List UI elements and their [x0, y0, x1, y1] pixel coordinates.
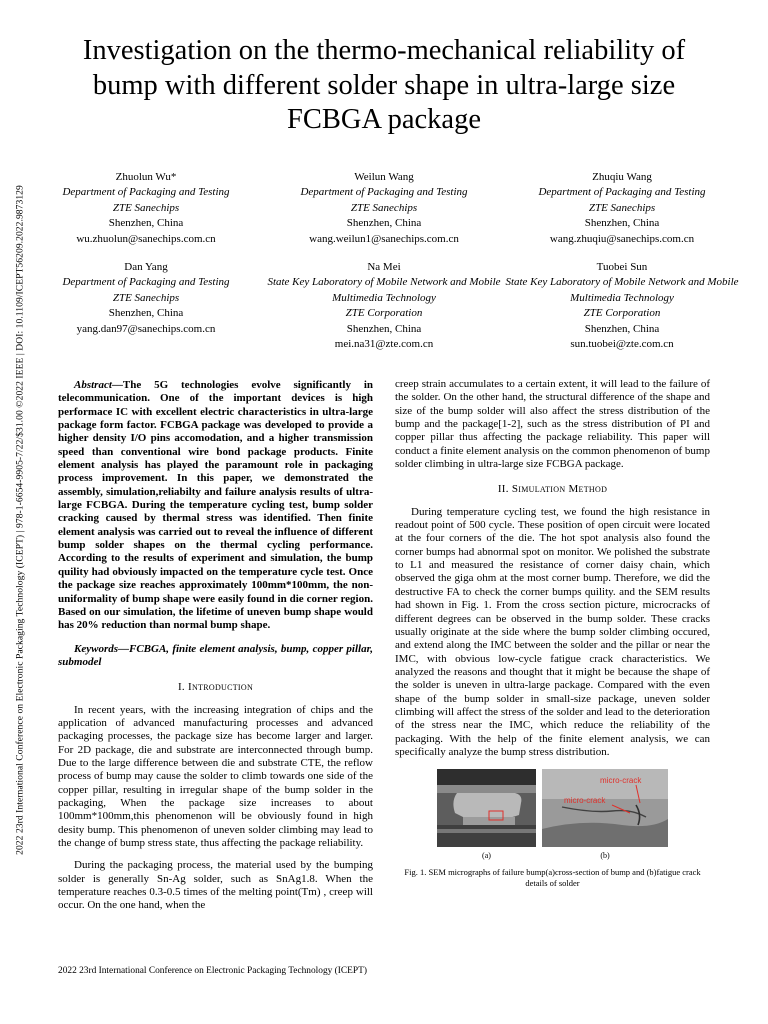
- author-email[interactable]: sun.tuobei@zte.com.cn: [570, 338, 674, 351]
- author-department: Department of Packaging and Testing: [300, 186, 468, 199]
- body-paragraph: During the packaging process, the material used by the bumping solder is generally Sn-Ag solder, such as SnAg1.8. When the temperature reaches 0.3-0.5 times of the melting point(Tm) , creep will occur. On the one hand, when the: [58, 859, 373, 912]
- author-name: Zhuqiu Wang: [592, 171, 652, 183]
- right-column: [395, 378, 710, 889]
- keywords: Keywords—FCBGA, finite element analysis, bump, copper pillar, submodel: [58, 642, 373, 668]
- author-organization: ZTE Corporation: [345, 307, 423, 320]
- author-email[interactable]: mei.na31@zte.com.cn: [334, 338, 434, 351]
- sem-cross-section-image: [437, 769, 536, 847]
- figure-panel-a-label: (a): [482, 851, 491, 861]
- author-organization: ZTE Sanechips: [350, 201, 418, 214]
- author-name: Dan Yang: [124, 261, 168, 274]
- body-paragraph: In recent years, with the increasing integration of chips and the application of advanced manufacturing processes and advanced packaging processes, the package size has become larger and larger. For 2D package, die and substrate are interconnected through bump. Due to the large difference between die and substrate CTE, the reflow process of bump may cause the solder to climb towards one side of the copper pillar, resulting in irregular shape of the bump solder in the packaging, When the package size increases to about 100mm*100mm,this phenomenon will be obviously found in high desity bump. This phenomenon of uneven solder climbing may lead to the change of bump stress state, thus affecting the package reliability.: [58, 703, 373, 849]
- body-paragraph: During temperature cycling test, we found the high resistance in readout point of 500 cycle. These position of open circuit were located at the four corners of the die. The hot spot analysis also found the corner bumps had abnormal spot on monitor. We polished the substrate to L1 and measured the resistance of corner daisy chain, which observed the giga ohm at the most corner bump. Therefore, we did the destructive FA to check the corner bumps quility. and the SEM results had shown in Fig. 1. From the cross section picture, microcracks of different degrees can be observed in the bump solder. These cracks usually originate at the side where the bump solder climbing occured, and extend along the IMC between the solder and the pillar or near the IMC, with obvious low-cycle fatigue crack characteristics. We analyzed the reasons and thought that it might be because the shape of the solder is uneven in ultra-large package. Compared with the even shape of the bump solder in small-size package, uneven solder climbing will affect the stress of the solder and lead to the deterioration of the stress near the IMC, which reduce the reliability of the packaging. With the help of the finite element analysis, we can specifically analyze the bump stress distribution.: [395, 505, 710, 758]
- author-email[interactable]: wang.zhuqiu@sanechips.com.cn: [549, 232, 695, 245]
- figure-1: [395, 769, 710, 862]
- author-department: Department of Packaging and Testing: [538, 186, 706, 199]
- figure-panel-a: [437, 769, 536, 862]
- abstract-text: —The 5G technologies evolve significantly in telecommunication. One of the important devices is high performace IC with excellent electric characteristics in ultra-large package form factor. FCBGA package was developed to provide a higher density I/O pins accomodation, and a higher transmission speed than conventional wire bond package products. Finite element analysis has played the paramount role in packaging process improvement. In this paper, we demonstrated the assembly, simulation,reliabilty and failure analysis results of ultra-large FCBGA. During the temperature cycling test, bump solder cracking caused by thermal stress was identified. Then finite element analysis was carried out to reveal the influence of different bump solder shapes on the thermal cycling performance. According to the results of experiment and simulation, the bump quility had obviously impacted on the temperature cycle test. Once the package size reaches approximately 100mm*100mm, the non-uniformality of bump shape were easily found in die corner region. Based on our simulation, the lifetime of uneven bump shape would has 20% reduction than normal bump shape.: [58, 379, 373, 632]
- author-organization: ZTE Sanechips: [588, 201, 656, 214]
- author-organization: ZTE Sanechips: [112, 291, 180, 304]
- author-name: Weilun Wang: [354, 171, 414, 183]
- author-department: Department of Packaging and Testing: [62, 186, 230, 199]
- section-heading-introduction: I. Introduction: [177, 681, 254, 694]
- author-department: State Key Laboratory of Mobile Network and Mobile Multimedia Technology: [505, 276, 739, 304]
- author-email[interactable]: wang.weilun1@sanechips.com.cn: [309, 232, 459, 245]
- figure-panel-b: [542, 769, 668, 862]
- section-heading-simulation-method: II. Simulation Method: [497, 483, 608, 496]
- author-block: [28, 170, 740, 352]
- author-card: [28, 260, 264, 352]
- author-organization: ZTE Sanechips: [112, 201, 180, 214]
- author-row: [28, 170, 740, 247]
- micro-crack-label-1: micro-crack: [600, 776, 642, 786]
- author-name: Na Mei: [367, 261, 401, 274]
- author-card: [504, 170, 740, 247]
- author-city: Shenzhen, China: [584, 217, 660, 230]
- author-row: [28, 260, 740, 352]
- author-city: Shenzhen, China: [346, 217, 422, 230]
- left-column: [58, 379, 373, 913]
- conference-footer: 2022 23rd International Conference on Electronic Packaging Technology (ICEPT): [58, 966, 367, 976]
- author-organization: ZTE Corporation: [583, 307, 661, 320]
- author-department: State Key Laboratory of Mobile Network and Mobile Multimedia Technology: [267, 276, 501, 304]
- sem-crack-detail-image: [542, 769, 668, 847]
- micro-crack-label-2: micro-crack: [564, 796, 606, 806]
- author-city: Shenzhen, China: [108, 307, 184, 320]
- author-department: Department of Packaging and Testing: [62, 276, 230, 289]
- author-card: [28, 170, 264, 247]
- figure-panel-b-label: (b): [600, 851, 610, 861]
- figure-1-caption: Fig. 1. SEM micrographs of failure bump(a)cross-section of bump and (b)fatigue crack details of solder: [404, 866, 701, 888]
- author-card: [504, 260, 740, 352]
- author-name: Tuobei Sun: [596, 261, 648, 274]
- author-card: [266, 170, 502, 247]
- side-note-text: 2022 23rd International Conference on Electronic Packaging Technology (ICEPT) | 978-1-6654-9905-7/22/$31.00 ©2022 IEEE | DOI: 10.1109/ICEPT56209.2022.9873129: [14, 185, 26, 855]
- author-city: Shenzhen, China: [108, 217, 184, 230]
- paper-title: Investigation on the thermo-mechanical reliability of bump with different solder shape in ultra-large size FCBGA package: [82, 35, 686, 135]
- abstract: [58, 379, 373, 633]
- author-city: Shenzhen, China: [346, 322, 422, 335]
- body-paragraph: creep strain accumulates to a certain extent, it will lead to the failure of the solder. On the other hand, the structural difference of the shape and size of the bump solder will also affect the stress distribution of the bump and the package[1-2], such as the stress distribution of PI and copper pillar thus affecting the package reliability. This paper will conduct a finite element analysis on the common phenomenon of bump solder climbing in ultra-large size FCBGA package.: [395, 378, 710, 471]
- author-city: Shenzhen, China: [584, 322, 660, 335]
- author-name: Zhuolun Wu*: [115, 171, 177, 183]
- author-email[interactable]: wu.zhuolun@sanechips.com.cn: [76, 232, 216, 245]
- author-card: [266, 260, 502, 352]
- abstract-heading: Abstract: [74, 379, 112, 391]
- author-email[interactable]: yang.dan97@sanechips.com.cn: [76, 322, 216, 335]
